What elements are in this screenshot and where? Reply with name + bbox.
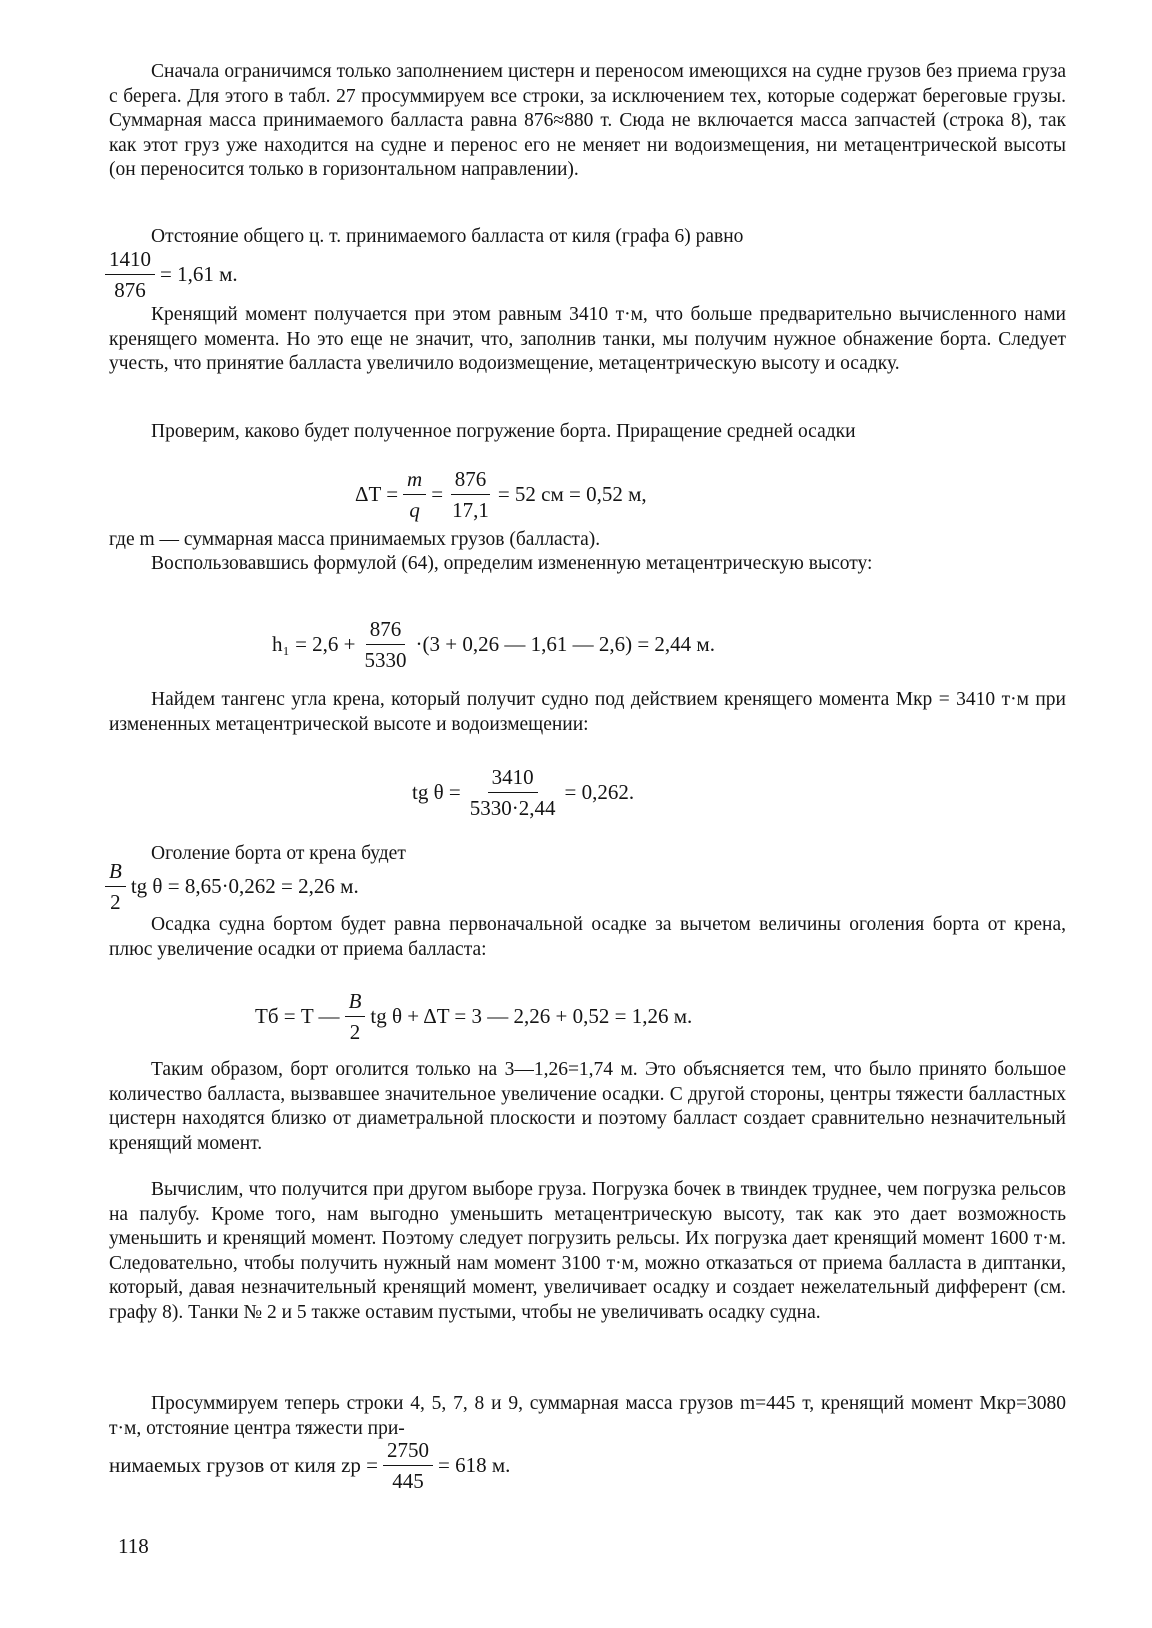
equation-1 [100,246,238,303]
fraction [448,466,493,523]
equation-lhs: h₁ = 2,6 + [272,632,356,656]
equation-5 [100,858,359,915]
fraction [361,616,411,673]
equation-rhs: = 52 см = 0,52 м, [497,482,647,506]
denominator-var: q [409,498,420,522]
fraction [345,988,366,1045]
equation-2 [355,466,647,523]
fraction [403,466,426,523]
equation-lhs: ΔT = [355,482,399,506]
numerator [345,988,366,1017]
denominator [405,495,424,523]
paragraph-12: Просуммируем теперь строки 4, 5, 7, 8 и 9, суммарная масса грузов m=445 т, кренящий момент Mкр=3080 т·м, отстояние центра тяжести при- [109,1393,1066,1439]
equation-lhs: Tб = T — [255,1004,340,1028]
equation-lhs: нимаемых грузов от киля zр = [109,1453,378,1477]
numerator: 1410 [105,246,155,275]
fraction [105,858,126,915]
numerator-var: B [348,989,362,1013]
numerator: 876 [366,616,406,645]
equation-7 [109,1437,510,1494]
paragraph-10: Таким образом, борт оголится только на 3—1,26=1,74 м. Это объясняется тем, что было принято большое количество балласта, вызвавшее значительное увеличение осадки. С другой стороны, центры тяжести балластных цистерн находятся близко от диаметральной плоскости и поэтому балласт создает сравнительно незначительный кренящий момент. [109,1059,1066,1154]
denominator: 17,1 [452,498,489,522]
equals-sign: = [431,482,444,506]
numerator-var: m [407,467,423,491]
paragraph-7: Найдем тангенс угла крена, который получит судно под действием кренящего момента Mкр = 3410 т·м при измененных метацентрической высоте и водоизмещении: [109,689,1066,735]
fraction [466,764,560,821]
denominator: 2 [349,1020,361,1044]
denominator: 2 [110,890,121,914]
equation-rhs: = 0,262. [564,780,635,804]
denominator: 445 [392,1469,424,1493]
paragraph-11: Вычислим, что получится при другом выборе груза. Погрузка бочек в твиндек труднее, чем погрузка рельсов на палубу. Кроме того, нам выгодно уменьшить метацентрическую высоту, так как это дает возможность уменьшить и кренящий момент. Поэтому следует погрузить рельсы. Их погрузка дает кренящий момент 1600 т·м. Следовательно, чтобы получить нужный нам момент 3100 т·м, можно отказаться от приема балласта в диптанки, который, давая незначительный кренящий момент, увеличивает осадку и создает нежелательный дифферент (см. графу 8). Танки № 2 и 5 также оставим пустыми, чтобы не увеличивать осадку судна. [109,1179,1066,1323]
denominator: 5330·2,44 [469,796,556,820]
equation-6 [255,988,692,1045]
numerator: 876 [451,466,491,495]
fraction [383,1437,433,1494]
equation-lhs: tg θ = [412,780,461,804]
equation-rhs: tg θ = 8,65·0,262 = 2,26 м. [130,874,359,898]
paragraph-9: Осадка судна бортом будет равна первоначальной осадке за вычетом величины оголения борта от крена, плюс увеличение осадки от приема балласта: [109,914,1066,960]
paragraph-4: Проверим, каково будет полученное погружение борта. Приращение средней осадки [151,421,856,442]
paragraph-8: Оголение борта от крена будет [151,843,406,864]
denominator: 876 [114,278,146,302]
equation-3 [272,616,715,673]
paragraph-5: где m — суммарная масса принимаемых грузов (балласта). [109,529,601,550]
equation-rhs: ·(3 + 0,26 — 1,61 — 2,6) = 2,44 м. [415,632,715,656]
numerator [105,858,126,887]
numerator-var: B [109,859,122,883]
denominator: 5330 [364,648,407,672]
equation-rhs: tg θ + ΔT = 3 — 2,26 + 0,52 = 1,26 м. [370,1004,693,1028]
numerator [403,466,426,495]
numerator: 2750 [383,1437,433,1466]
paragraph-3: Кренящий момент получается при этом равным 3410 т·м, что больше предварительно вычисленного нами кренящего момента. Но это еще не значит, что, заполнив танки, мы получим нужное обнажение борта. Следует учесть, что принятие балласта увеличило водоизмещение, метацентрическую высоту и осадку. [109,304,1066,375]
fraction [105,246,155,303]
equation-rhs: = 618 м. [437,1453,511,1477]
numerator: 3410 [488,764,538,793]
page-number: 118 [118,1534,149,1558]
paragraph-1: Сначала ограничимся только заполнением цистерн и переносом имеющихся на судне грузов без приема груза с берега. Для этого в табл. 27 просуммируем все строки, за исключением тех, которые содержат береговые грузы. Суммарная масса принимаемого балласта равна 876≈880 т. Сюда не включается масса запчастей (строка 8), так как этот груз уже находится на судне и перенос его не меняет ни водоизмещения, ни метацентрической высоты (он переносится только в горизонтальном направлении). [109,61,1066,181]
equation-rhs: = 1,61 м. [160,262,238,286]
equation-4 [412,764,634,821]
paragraph-2: Отстояние общего ц. т. принимаемого балласта от киля (графа 6) равно [151,226,744,247]
paragraph-6: Воспользовавшись формулой (64), определим измененную метацентрическую высоту: [151,553,873,574]
